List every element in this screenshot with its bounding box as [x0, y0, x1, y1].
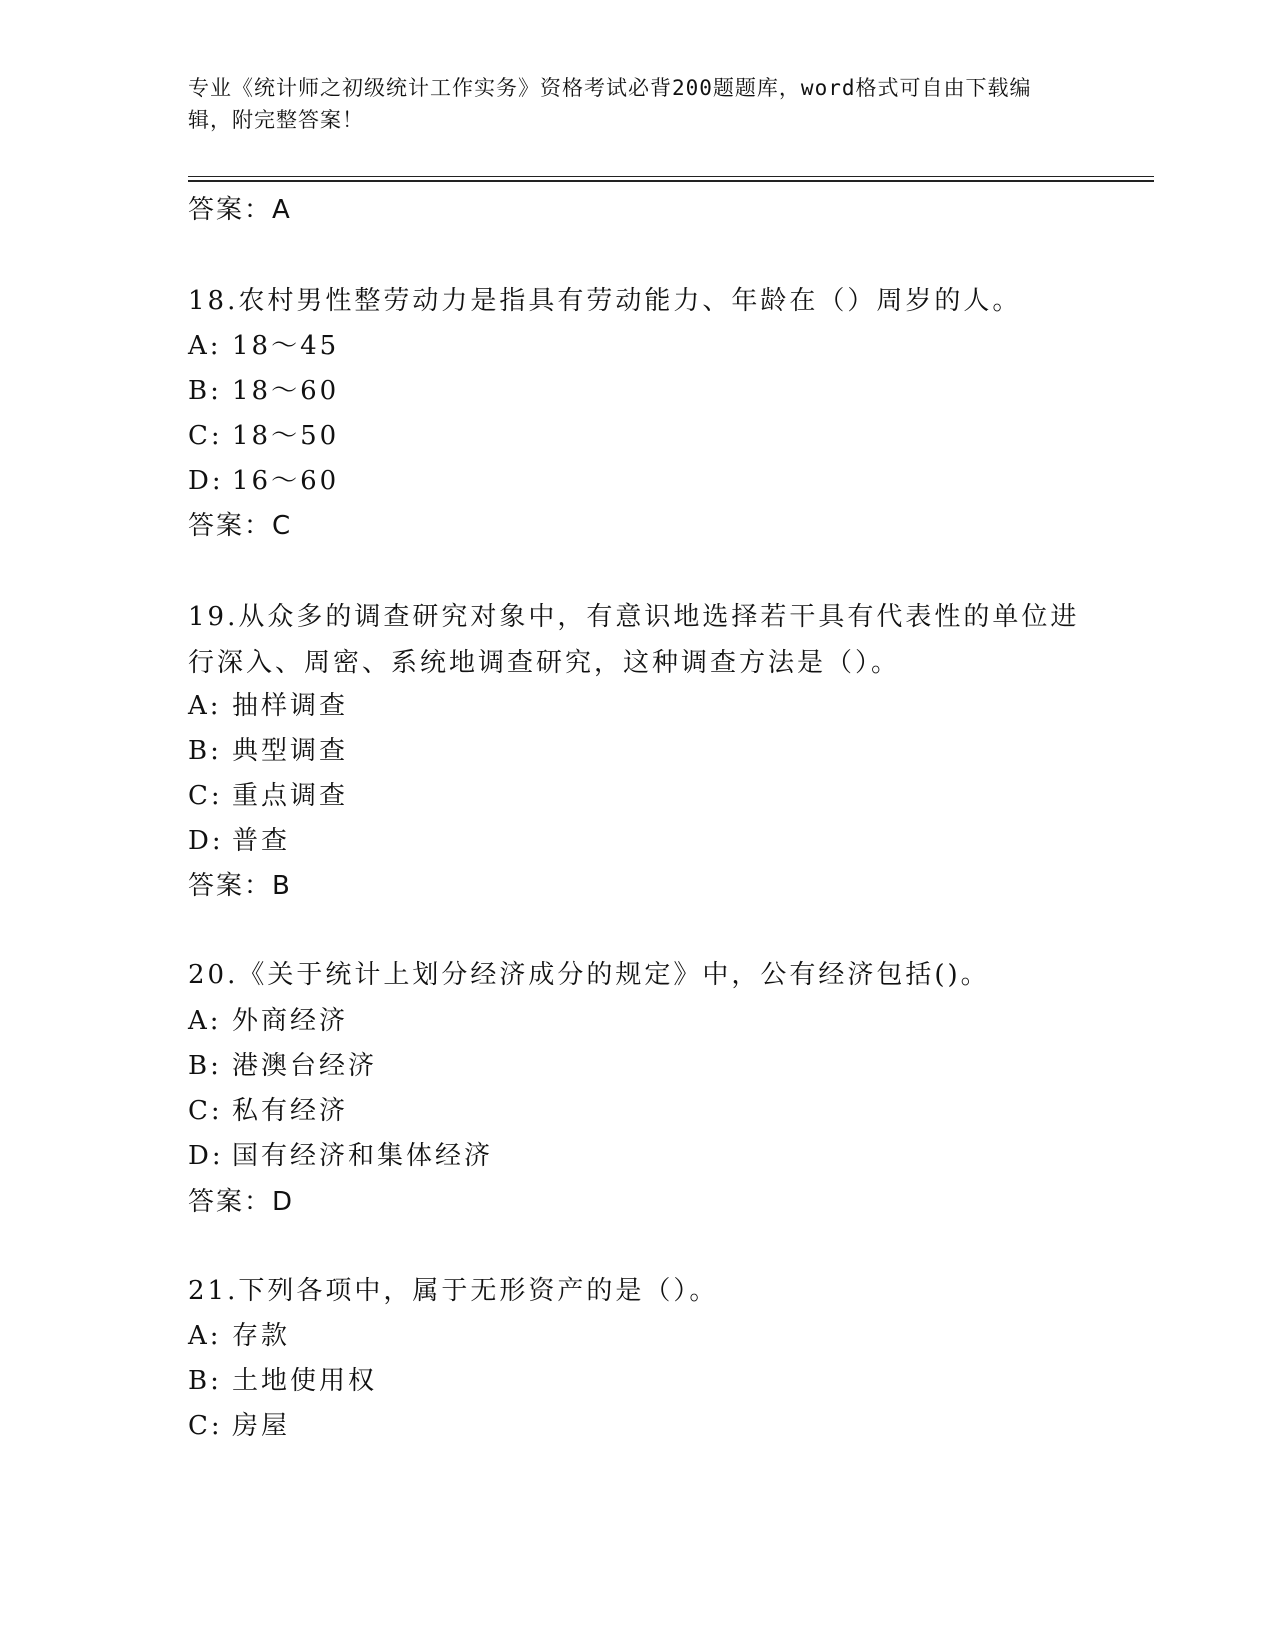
question-stem: 21.下列各项中，属于无形资产的是（）。 — [188, 1276, 719, 1306]
option-key: B: — [188, 736, 222, 766]
answer-label: 答案：A — [188, 195, 292, 225]
option-key: C: — [188, 1411, 223, 1441]
option-key: B: — [188, 1366, 222, 1396]
option-text: 港澳台经济 — [232, 1051, 378, 1081]
option-b — [188, 373, 339, 409]
option-b — [188, 733, 348, 769]
option-text: 普查 — [232, 826, 291, 856]
option-key: D: — [188, 826, 224, 856]
document-header: 专业《统计师之初级统计工作实务》资格考试必背200题题库，word格式可自由下载编辑，附完整答案！ — [188, 76, 1032, 132]
option-a — [188, 1318, 290, 1354]
option-c — [188, 418, 339, 454]
option-c — [188, 1093, 348, 1129]
option-d — [188, 1138, 493, 1174]
option-key: B: — [188, 376, 222, 406]
option-a — [188, 328, 339, 364]
option-key: C: — [188, 421, 223, 451]
option-c — [188, 1408, 290, 1444]
question-stem: 19.从众多的调查研究对象中，有意识地选择若干具有代表性的单位进行深入、周密、系统地调查研究，这种调查方法是（）。 — [188, 602, 1080, 678]
option-key: A: — [188, 1321, 222, 1351]
option-d — [188, 463, 339, 499]
option-key: B: — [188, 1051, 222, 1081]
answer-label: 答案：D — [188, 1187, 295, 1217]
option-c — [188, 778, 348, 814]
option-a — [188, 688, 348, 724]
option-text: 16～60 — [232, 466, 340, 496]
header-divider-thin — [188, 176, 1154, 177]
answer-label: 答案：B — [188, 871, 292, 901]
option-text: 18～45 — [232, 331, 340, 361]
option-text: 18～50 — [232, 421, 340, 451]
question-stem: 18.农村男性整劳动力是指具有劳动能力、年龄在（）周岁的人。 — [188, 286, 1022, 316]
header-divider-thick — [188, 180, 1154, 182]
option-key: A: — [188, 691, 222, 721]
option-key: A: — [188, 331, 222, 361]
option-key: D: — [188, 1141, 224, 1171]
option-text: 土地使用权 — [232, 1366, 378, 1396]
option-text: 抽样调查 — [232, 691, 349, 721]
option-b — [188, 1048, 377, 1084]
option-key: A: — [188, 1006, 222, 1036]
option-text: 18～60 — [232, 376, 340, 406]
option-text: 典型调查 — [232, 736, 349, 766]
option-text: 存款 — [232, 1321, 291, 1351]
option-text: 重点调查 — [232, 781, 349, 811]
question-stem: 20.《关于统计上划分经济成分的规定》中，公有经济包括()。 — [188, 960, 990, 990]
option-text: 国有经济和集体经济 — [232, 1141, 494, 1171]
option-d — [188, 823, 290, 859]
option-text: 房屋 — [232, 1411, 291, 1441]
option-a — [188, 1003, 348, 1039]
option-key: C: — [188, 1096, 223, 1126]
option-text: 私有经济 — [232, 1096, 349, 1126]
option-text: 外商经济 — [232, 1006, 349, 1036]
option-key: C: — [188, 781, 223, 811]
option-b — [188, 1363, 377, 1399]
option-key: D: — [188, 466, 224, 496]
answer-label: 答案：C — [188, 511, 293, 541]
